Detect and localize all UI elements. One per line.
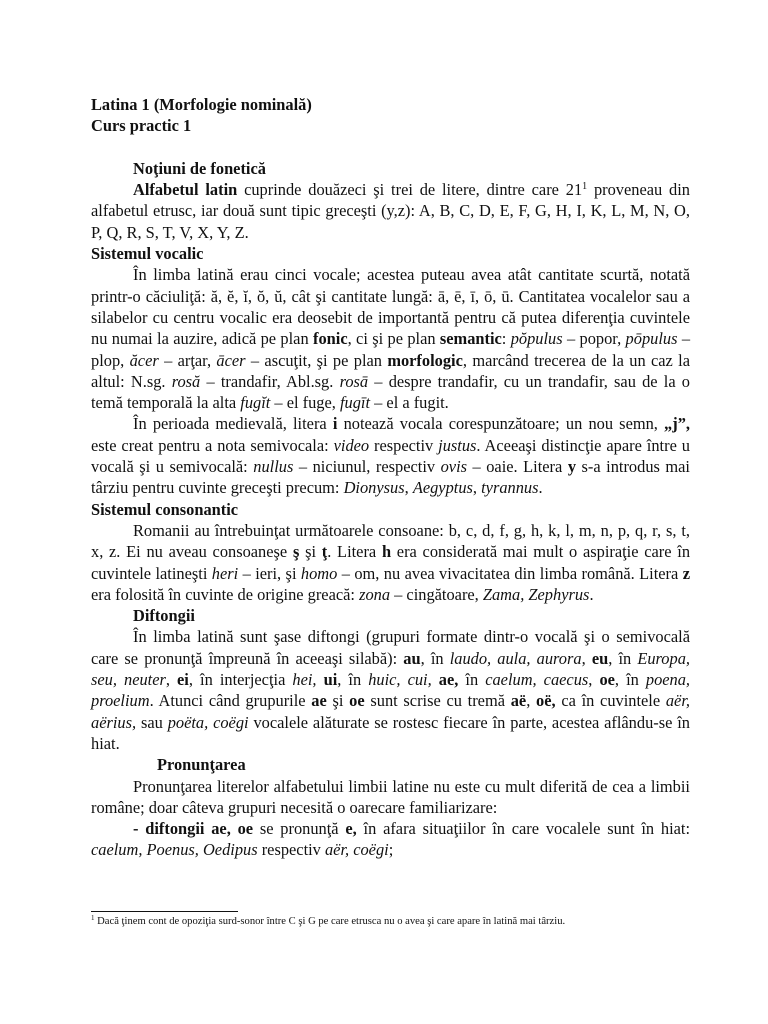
term-alfabet: Alfabetul latin xyxy=(133,180,238,200)
paragraph-pronuntare: Pronunţarea literelor alfabetului limbii latine nu este cu mult diferită de cea a limbii române; doar câteva grupuri necesită o oarecare familiarizare: xyxy=(91,776,690,817)
section-heading-fonetica: Noţiuni de fonetică xyxy=(133,158,266,178)
document-title: Latina 1 (Morfologie nominală) xyxy=(91,95,312,114)
section-heading-vocalic: Sistemul vocalic xyxy=(91,244,204,264)
paragraph-consonantic: Romanii au întrebuinţat următoarele consoane: b, c, d, f, g, h, k, l, m, n, p, q, r, s, t, x, z. Ei nu aveau consoaneşe ş şi ţ. Litera h era considerată mai mult o aspiraţie care în cuvintele latineşti heri – ieri, şi homo – om, nu avea vivacitatea din limba română. Litera z era folosită în cuvinte de origine greacă: zona – cingătoare, Zama, Zephyrus. xyxy=(91,520,691,604)
paragraph-pronuntare-diftongi: - diftongii ae, oe se pronunţă e, în afara situaţiilor în care vocalele sunt în hiat: caelum, Poenus, Oedipus respectiv aër, coëgi; xyxy=(91,819,691,860)
paragraph-alfabet: Alfabetul latin cuprinde douăzeci şi trei de litere, dintre care $21^1$ proveneau din alfabetul etrusc, iar două sunt tipic greceşti (y,z): A, B, C, D, E, F, G, H, I, K, L, M, N, O, P, Q, R, S, T, V, X, Y, Z. xyxy=(91,180,690,242)
section-heading-consonantic: Sistemul consonantic xyxy=(91,499,239,519)
section-heading-pronuntare: Pronunţarea xyxy=(157,755,246,775)
footnote-mark: 1 xyxy=(91,914,95,922)
paragraph-diftongi: În limba latină sunt şase diftongi (grupuri formate dintr-o vocală şi o semivocală care se pronunţă împreună în aceeaşi silabă): au, în laudo, aula, aurora, eu, în Europa, seu, neuter, ei, în interjecţia hei, ui, în huic, cui, ae, în caelum, caecus, oe, în poena, proelium. Atunci când grupurile ae şi oe sunt scrise cu tremă aë, oë, ca în cuvintele aër, aërius, sau poëta, coëgi vocalele alăturate se rostesc fiecare în parte, acestea aflându-se în hiat. xyxy=(91,627,691,753)
footnote-divider xyxy=(91,911,238,912)
footnote-ref: 1 xyxy=(582,181,588,193)
document-subtitle: Curs practic 1 xyxy=(91,116,192,136)
paragraph-vocalic-1: În limba latină erau cinci vocale; acestea puteau avea atât cantitate scurtă, notată printr-o căciuliţă: ă, ĕ, ĭ, ŏ, ŭ, cât şi cantitate lungă: ā, ē, ī, ō, ū. Cantitatea vocalelor sau a silabelor cu centru vocalic era deosebit de importantă pentru că putea diferenţia cuvintele nu numai la auzire, adică pe plan fonic, ci şi pe plan semantic: pŏpulus – popor, pōpulus – plop, ăcer – arţar, ācer – ascuţit, şi pe plan morfologic, marcând trecerea de la un caz la altul: N.sg. rosă – trandafir, Abl.sg. rosā – despre trandafir, cu un trandafir, sau de la o temă temporală la alta fugĭt – el fuge, fugīt – el a fugit. xyxy=(91,265,691,413)
paragraph-vocalic-2: În perioada medievală, litera i notează vocala corespunzătoare; un nou semn, „j”, este creat pentru a nota semivocala: video respectiv justus. Aceeaşi distincţie apare între u vocală şi u semivocală: nullus – niciunul, respectiv ovis – oaie. Litera y s-a introdus mai târziu pentru cuvinte greceşti precum: Dionysus, Aegyptus, tyrannus. xyxy=(91,414,690,498)
section-heading-diftongi: Diftongii xyxy=(133,606,195,626)
footnote: $^1$ Dacă ţinem cont de opoziţia surd-sonor între C şi G pe care etrusca nu o avea şi care apare în latină mai târziu. xyxy=(91,914,566,927)
